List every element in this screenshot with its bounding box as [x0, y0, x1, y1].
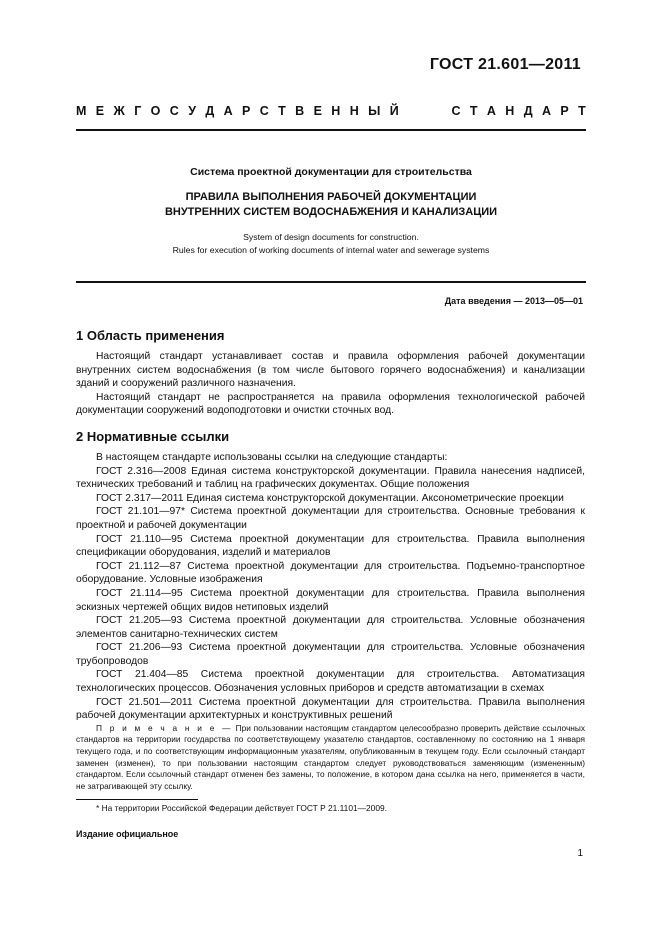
heading-letter: Р — [560, 104, 569, 118]
note-label: П р и м е ч а н и е — — [96, 722, 233, 733]
heading-letter: Т — [469, 104, 478, 118]
heading-letter: Р — [242, 104, 251, 118]
heading-letter: Ы — [368, 104, 381, 118]
title-line: ПРАВИЛА ВЫПОЛНЕНИЯ РАБОЧЕЙ ДОКУМЕНТАЦИИ — [185, 191, 477, 203]
heading-letter: У — [188, 104, 196, 118]
heading-letter: Е — [95, 104, 105, 118]
footnote: * На территории Российской Федерации действует ГОСТ Р 21.1101—2009. — [96, 803, 387, 813]
reference-item: ГОСТ 21.404—85 Система проектной документации для строительства. Автоматизация технологических процессов. Обозначения условных приборов и средств автоматизации в схемах — [76, 669, 585, 695]
heading-letter: М — [76, 104, 87, 118]
english-title-line: Rules for execution of working documents of internal water and sewerage systems — [172, 245, 490, 255]
paragraph: Настоящий стандарт не распространяется на правила оформления технологической рабочей документации сооружений водоподготовки и очистки сточных вод. — [76, 391, 585, 417]
note — [76, 723, 585, 793]
heading-letter: Е — [313, 104, 322, 118]
heading-letter: Н — [505, 104, 515, 118]
heading-letter: Т — [578, 104, 586, 118]
interstate-standard-heading — [76, 104, 586, 118]
reference-item: ГОСТ 21.101—97* Система проектной документации для строительства. Основные требования к проектной и рабочей документации — [76, 506, 585, 531]
reference-item: ГОСТ 21.112—87 Система проектной документации для строительства. Подъемно-транспортное оборудование. Условные изображения — [76, 560, 585, 586]
paragraph: Настоящий стандарт устанавливает состав и правила оформления рабочей документации внутренних систем водоснабжения (в том числе бытового горячего водоснабжения) и канализации зданий и сооружений различного назначения. — [76, 351, 585, 390]
title-rule — [76, 281, 586, 283]
heading-letter: Д — [523, 104, 533, 118]
note-text: При пользовании настоящим стандартом целесообразно проверить действие ссылочных стандартов на территории государства по соответствующему указателю стандартов, составленному по состоянию на 1 января текущего года, и по соответствующим информационным указателям, опубликованным в текущем году. Если ссылочный стандарт заменен (изменен), то при пользовании настоящим стандартом следует руководствоваться заменяющим (измененным) стандартом. Если ссылочный стандарт отменен без замены, то положение, в котором дана ссылка на него, применяется в части, не затрагивающей эту ссылку. — [76, 722, 585, 791]
reference-item: ГОСТ 2.317—2011 Единая система конструкторской документации. Аксонометрические проекции — [96, 492, 564, 504]
heading-letter: В — [295, 104, 305, 118]
heading-letter: С — [259, 104, 269, 118]
heading-letter: Ж — [113, 104, 125, 118]
heading-letter: Д — [205, 104, 215, 118]
heading-letter: А — [541, 104, 552, 118]
edition-label: Издание официальное — [76, 829, 179, 839]
heading-letter: Г — [134, 104, 142, 118]
title-line: ВНУТРЕННИХ СИСТЕМ ВОДОСНАБЖЕНИЯ И КАНАЛИЗАЦИИ — [164, 206, 498, 218]
reference-item: ГОСТ 21.205—93 Система проектной документации для строительства. Условные обозначения элементов санитарно-технических систем — [76, 615, 585, 640]
heading-letter: А — [486, 104, 496, 118]
section-heading: 2 Нормативные ссылки — [76, 428, 230, 444]
word-gap — [408, 104, 442, 118]
document-body — [76, 328, 585, 792]
paragraph: В настоящем стандарте использованы ссылки на следующие стандарты: — [96, 451, 448, 463]
series-title: Система проектной документации для строительства — [190, 166, 472, 178]
heading-letter: С — [169, 104, 179, 118]
heading-letter: О — [150, 104, 161, 118]
heading-letter: Н — [349, 104, 359, 118]
footnote-rule — [76, 799, 198, 800]
english-title — [76, 231, 586, 257]
gost-code: ГОСТ 21.601—2011 — [429, 56, 581, 73]
heading-letter: А — [223, 104, 233, 118]
reference-item: ГОСТ 21.206—93 Система проектной документации для строительства. Условные обозначения трубопроводов — [76, 642, 585, 667]
top-rule — [76, 129, 586, 131]
heading-letter: С — [451, 104, 461, 118]
english-title-line: System of design documents for construction. — [243, 232, 419, 242]
reference-item: ГОСТ 2.316—2008 Единая система конструкторской документации. Правила нанесения надписей, технических требований и таблиц на графических документах. Общие положения — [76, 465, 585, 491]
section-heading: 1 Область применения — [76, 328, 225, 343]
reference-item: ГОСТ 21.110—95 Система проектной документации для строительства. Правила выполнения спецификации оборудования, изделий и материалов — [76, 533, 585, 559]
heading-letter: Т — [278, 104, 286, 118]
page-number: 1 — [577, 848, 583, 859]
reference-item: ГОСТ 21.501—2011 Система проектной документации для строительства. Правила выполнения рабочей документации архитектурных и конструктивных решений — [76, 696, 585, 722]
document-title — [76, 190, 586, 220]
heading-letter: Н — [331, 104, 341, 118]
heading-letter: Й — [389, 104, 399, 118]
reference-item: ГОСТ 21.114—95 Система проектной документации для строительства. Правила выполнения эскизных чертежей общих видов нетиповых изделий — [76, 587, 585, 613]
introduction-date: Дата введения — 2013—05—01 — [444, 296, 583, 306]
